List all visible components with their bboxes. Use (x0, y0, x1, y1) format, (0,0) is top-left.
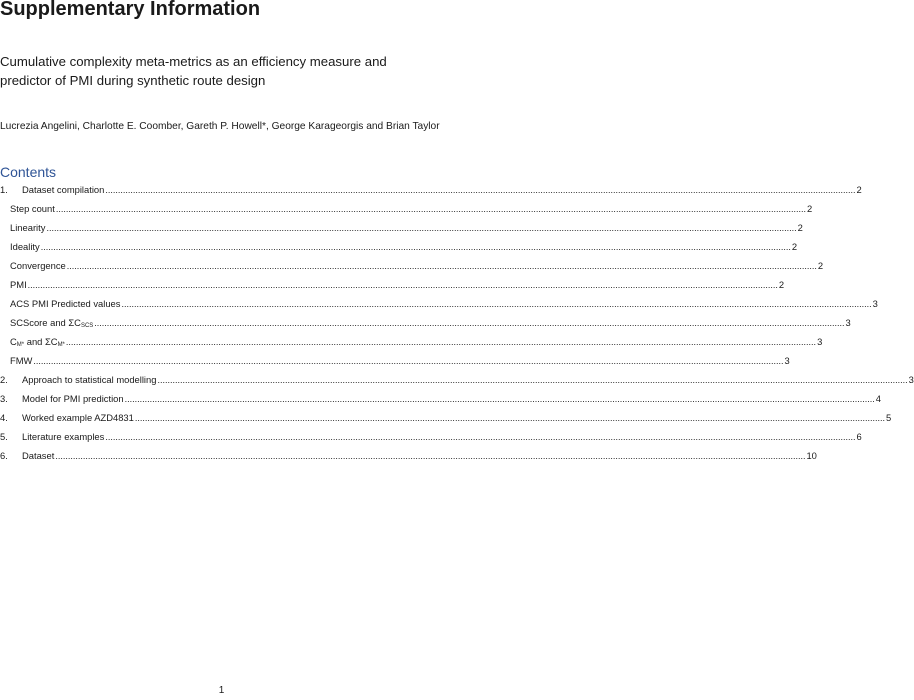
toc-label-text: and (24, 336, 45, 347)
toc-entry-label (10, 335, 65, 352)
toc-entry-label: Dataset (22, 450, 55, 461)
toc-entry-label: Worked example AZD4831 (22, 412, 134, 423)
toc-entry-number: 4. (0, 412, 8, 423)
toc-entry-page: 2 (778, 279, 785, 290)
page-number: 1 (218, 685, 225, 696)
toc-entry-page: 2 (806, 203, 813, 214)
toc-entry-linearity[interactable] (0, 221, 803, 235)
document-title: Supplementary Information (0, 0, 261, 20)
toc-entry-number: 5. (0, 431, 8, 442)
toc-dot-leader: ............................................................................................................................................................................................................................................................................................................ (121, 299, 872, 309)
toc-dot-leader: ............................................................................................................................................................................................................................................................................................................ (94, 318, 845, 328)
toc-entry-page: 4 (875, 393, 881, 404)
toc-entry-statistical-modelling[interactable] (0, 373, 914, 387)
toc-entry-label: PMI (10, 279, 27, 290)
toc-entry-number: 1. (0, 184, 8, 195)
toc-dot-leader: ............................................................................................................................................................................................................................................................................................................ (66, 261, 817, 271)
toc-entry-label: FMW (10, 355, 33, 366)
toc-entry-page: 2 (791, 241, 798, 252)
toc-entry-label: Model for PMI prediction (22, 393, 124, 404)
toc-label-text: SCScore and (10, 317, 69, 328)
toc-entry-convergence[interactable] (0, 259, 824, 273)
toc-entry-scscore[interactable] (0, 316, 851, 330)
toc-entry-label: Ideality (10, 241, 40, 252)
toc-dot-leader: ............................................................................................................................................................................................................................................................................................................ (124, 394, 875, 404)
toc-entry-label: ACS PMI Predicted values (10, 298, 121, 309)
toc-entry-number: 3. (0, 393, 8, 404)
toc-entry-dataset-compilation[interactable] (0, 183, 862, 197)
toc-dot-leader: ............................................................................................................................................................................................................................................................................................................ (40, 242, 791, 252)
document-subtitle: Cumulative complexity meta-metrics as an efficiency measure and predictor of PMI during synthetic route design (0, 54, 387, 88)
toc-entry-number: 6. (0, 450, 8, 461)
toc-dot-leader: ............................................................................................................................................................................................................................................................................................................ (46, 223, 797, 233)
toc-entry-pmi[interactable] (0, 278, 785, 292)
toc-dot-leader: ............................................................................................................................................................................................................................................................................................................ (55, 451, 806, 461)
contents-heading: Contents (0, 164, 57, 180)
toc-entry-label: Dataset compilation (22, 184, 105, 195)
subscript: M* (16, 342, 25, 348)
toc-entry-page: 2 (817, 260, 824, 271)
toc-entry-label (10, 316, 93, 333)
toc-entry-page: 3 (908, 374, 914, 385)
toc-entry-label: Step count (10, 203, 55, 214)
toc-entry-page: 5 (886, 412, 892, 423)
toc-entry-dataset[interactable] (0, 449, 817, 463)
toc-entry-page: 10 (806, 450, 817, 461)
toc-dot-leader: ............................................................................................................................................................................................................................................................................................................ (105, 432, 856, 442)
toc-entry-page: 6 (856, 431, 862, 442)
toc-entry-label: Approach to statistical modelling (22, 374, 157, 385)
toc-entry-worked-example[interactable] (0, 411, 892, 425)
author-list: Lucrezia Angelini, Charlotte E. Coomber, Gareth P. Howell*, George Karageorgis and Brian Taylor (0, 121, 440, 132)
toc-dot-leader: ............................................................................................................................................................................................................................................................................................................ (27, 280, 778, 290)
toc-entry-page: 2 (856, 184, 862, 195)
toc-entry-fmw[interactable] (0, 354, 790, 368)
sigma-symbol: ΣC (68, 317, 81, 328)
toc-entry-number: 2. (0, 374, 8, 385)
sigma-symbol: ΣC (44, 336, 58, 347)
toc-entry-page: 3 (845, 317, 851, 328)
toc-entry-model-for-pmi[interactable] (0, 392, 881, 406)
subscript: SCS (80, 323, 94, 329)
toc-dot-leader: ............................................................................................................................................................................................................................................................................................................ (134, 413, 886, 423)
toc-label-text: C (10, 336, 17, 347)
toc-dot-leader: ............................................................................................................................................................................................................................................................................................................ (105, 185, 856, 195)
toc-entry-page: 3 (784, 355, 790, 366)
toc-entry-literature-examples[interactable] (0, 430, 862, 444)
toc-dot-leader: ............................................................................................................................................................................................................................................................................................................ (65, 337, 817, 347)
toc-entry-step-count[interactable] (0, 202, 813, 216)
toc-entry-label: Convergence (10, 260, 66, 271)
toc-dot-leader: ............................................................................................................................................................................................................................................................................................................ (33, 356, 784, 366)
toc-entry-ideality[interactable] (0, 240, 798, 254)
toc-entry-cm-star[interactable] (0, 335, 823, 349)
toc-dot-leader: ............................................................................................................................................................................................................................................................................................................ (55, 204, 806, 214)
toc-dot-leader: ............................................................................................................................................................................................................................................................................................................ (157, 375, 908, 385)
subscript: M* (57, 342, 65, 348)
toc-entry-page: 3 (872, 298, 878, 309)
toc-entry-page: 2 (797, 222, 803, 233)
toc-entry-acs-pmi-predicted-values[interactable] (0, 297, 878, 311)
toc-entry-page: 3 (817, 336, 823, 347)
toc-entry-label: Literature examples (22, 431, 105, 442)
toc-entry-label: Linearity (10, 222, 46, 233)
